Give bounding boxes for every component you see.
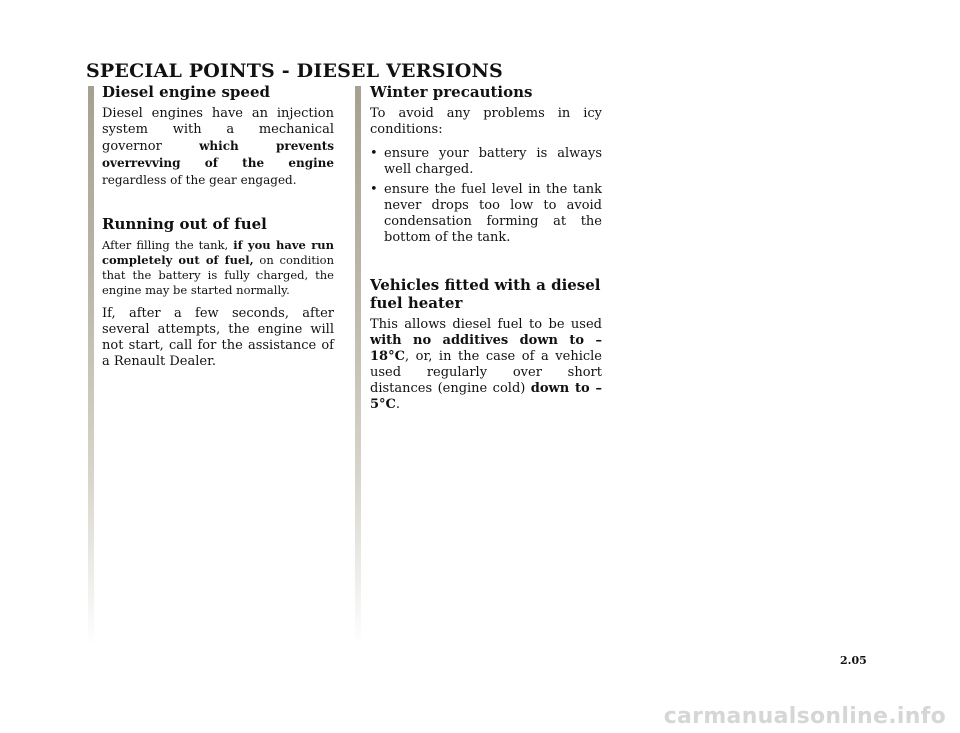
heater-paragraph: This allows diesel fuel to be used with no additives down to –18°C, or, in the case of a vehicle used regularly over short distances (engine cold) down to –5°C. bbox=[370, 317, 602, 412]
diesel-speed-heading: Diesel engine speed bbox=[102, 83, 270, 101]
left-column bbox=[102, 83, 334, 370]
bullet-icon: • bbox=[370, 182, 378, 197]
bullet-icon: • bbox=[370, 146, 378, 161]
list-item: • ensure your battery is always well charged. bbox=[370, 146, 602, 177]
heater-bold-2: down to –5°C bbox=[370, 381, 602, 412]
running-out-paragraph-2: If, after a few seconds, after several attempts, the engine will not start, call for the assistance of a Renault Dealer. bbox=[102, 306, 334, 369]
section-bar-left bbox=[88, 86, 94, 646]
winter-heading: Winter precautions bbox=[370, 83, 533, 101]
watermark: carmanualsonline.info bbox=[663, 704, 946, 729]
right-column bbox=[370, 83, 602, 413]
heater-heading: Vehicles fitted with a diesel fuel heater bbox=[370, 276, 601, 312]
list-item: • ensure the fuel level in the tank never drops too low to avoid condensation forming at the bottom of the tank. bbox=[370, 182, 602, 245]
winter-bullet-list bbox=[370, 146, 602, 246]
running-out-paragraph-1: After filling the tank, if you have run completely out of fuel, on condition that the battery is fully charged, the engine may be started normally. bbox=[102, 238, 334, 297]
section-bar-right bbox=[355, 86, 361, 646]
running-out-bold: if you have run completely out of fuel, bbox=[102, 238, 334, 267]
diesel-speed-bold: which prevents overrevving of the engine bbox=[102, 139, 334, 170]
page-title: SPECIAL POINTS - DIESEL VERSIONS bbox=[86, 60, 503, 82]
winter-intro: To avoid any problems in icy conditions: bbox=[370, 106, 602, 137]
diesel-speed-paragraph: Diesel engines have an injection system with a mechanical governor which prevents overrevving of the engine regardless of the gear engaged. bbox=[102, 106, 334, 187]
heater-bold-1: with no additives down to –18°C bbox=[370, 333, 602, 364]
running-out-heading: Running out of fuel bbox=[102, 215, 267, 233]
page-number: 2.05 bbox=[840, 654, 867, 667]
